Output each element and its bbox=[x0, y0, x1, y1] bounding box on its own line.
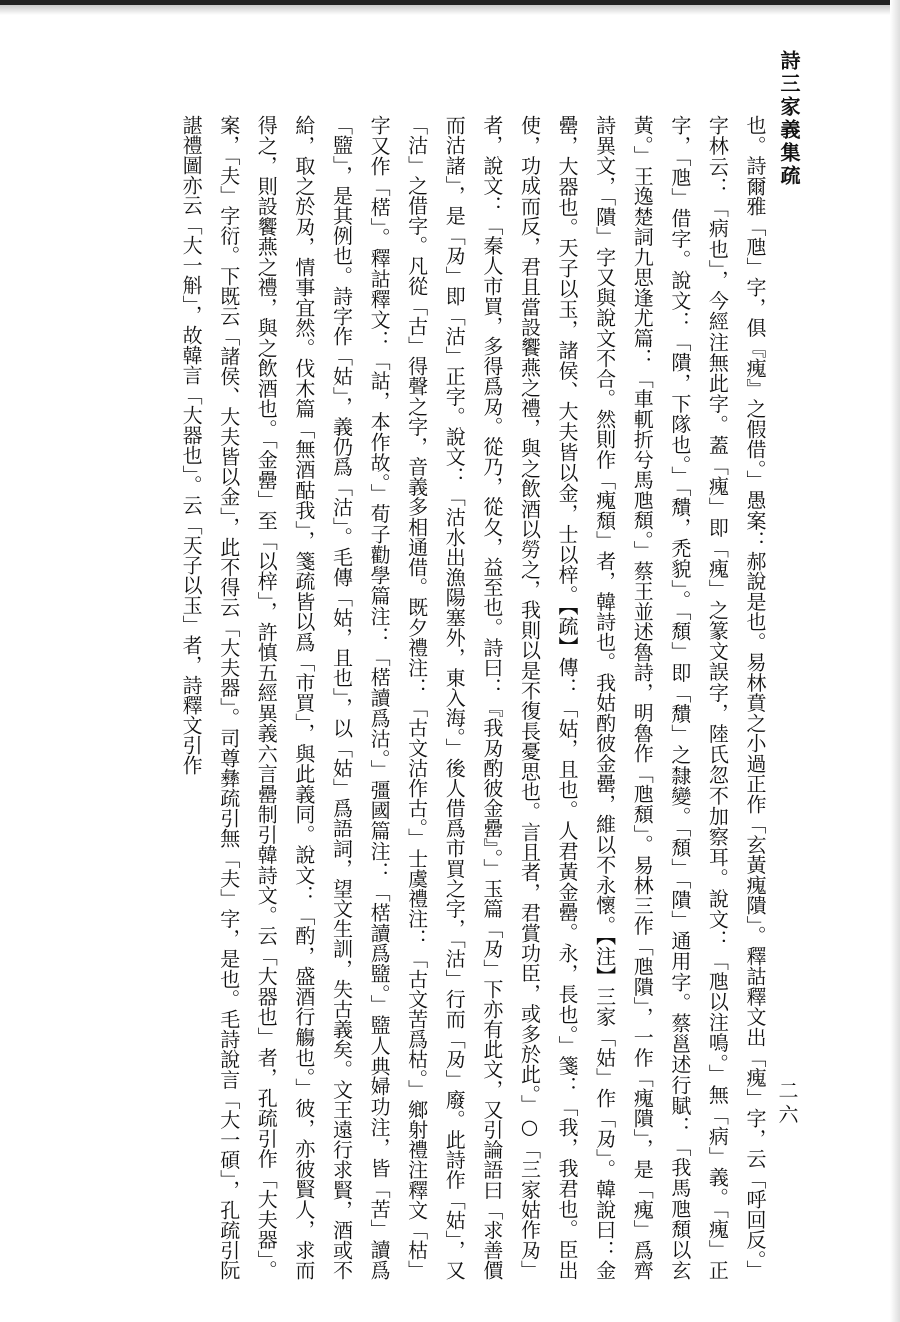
body-text: 也。詩爾雅「虺」字，俱『瘣』之假借。」愚案：郝說是也。易林賁之小過正作「玄黃瘣隤」。釋詁釋文出「瘣」字，云「呼回反。」字林云：「病也」，今經注無此字。蓋「瘣」即「瘣」之篆文誤字，陸氏忽不加察耳。說文：「虺以注鳴。」無「病」義。「瘣」正字，「虺」借字。說文：「隤，下隊也。」「穨，禿貌」。「頹」即「穨」之隸變。「頹」「隤」通用字。蔡邕述行賦：「我馬虺頹以玄黃。」王逸楚詞九思逢尤篇：「車軏折兮馬虺頹。」蔡王並述魯詩，明魯作「虺頹」。易林三作「虺隤」，一作「瘣隤」，是「瘣」爲齊詩異文，「隤」字又與說文不合。然則作「瘣頹」者，韓詩也。我姑酌彼金罍，維以不永懷。【注】三家「姑」作「夃」。韓說曰：金罍，大器也。天子以玉，諸侯、大夫皆以金，士以梓。【疏】傳：「姑，且也。人君黃金罍。永，長也。」箋：「我，我君也。臣出使，功成而反，君且當設饗燕之禮，與之飲酒以勞之，我則以是不復長憂思也。言且者，君賞功臣，或多於此。」○「三家姑作夃」者，說文：「秦人市買，多得爲夃。從乃，從夂，益至也。詩曰：『我夃酌彼金罍』。」玉篇「夃」下亦有此文，又引論語曰「求善價而沽諸」，是「夃」即「沽」正字。說文：「沽水出漁陽塞外，東入海。」後人借爲市買之字，「沽」行而「夃」廢。此詩作「姑」，又「沽」之借字。凡從「古」得聲之字，音義多相通借。既夕禮注：「古文沽作古。」士虞禮注：「古文苦爲枯。」鄉射禮注釋文「枯」字又作「楛」。釋詁釋文：「詁，本作故。」荀子勸學篇注：「楛讀爲沽。」彊國篇注：「楛讀爲盬。」盬人典婦功注，皆「苦」讀爲「盬」，是其例也。詩字作「姑」，義仍爲「沽」。毛傳「姑，且也」，以「姑」爲語詞，望文生訓，失古義矣。文王遠行求賢，酒或不給，取之於夃，情事宜然。伐木篇「無酒酤我」，箋疏皆以爲「市買」，與此義同。說文：「酌，盛酒行觴也。」彼，亦彼賢人，求而得之，則設饗燕之禮，與之飲酒也。「金罍」至「以梓」，許慎五經異義六言罍制引韓詩文。云「大器也」者，孔疏引作「大夫器」。案，「夫」字衍。下既云「諸侯、大夫皆以金」，此不得云「大夫器」。司尊彝疏引無「夫」字，是也。毛詩說言「大一碩」，孔疏引阮諶禮圖亦云「大一斛」，故韓言「大器也」。云「天子以玉」者，詩釋文引作 bbox=[179, 115, 767, 1280]
running-head: 詩三家義集疏 bbox=[777, 50, 801, 188]
page-inner-edge bbox=[890, 0, 900, 1322]
page-number: 二六 bbox=[775, 1080, 799, 1128]
scan-edge-shadow bbox=[0, 5, 900, 15]
